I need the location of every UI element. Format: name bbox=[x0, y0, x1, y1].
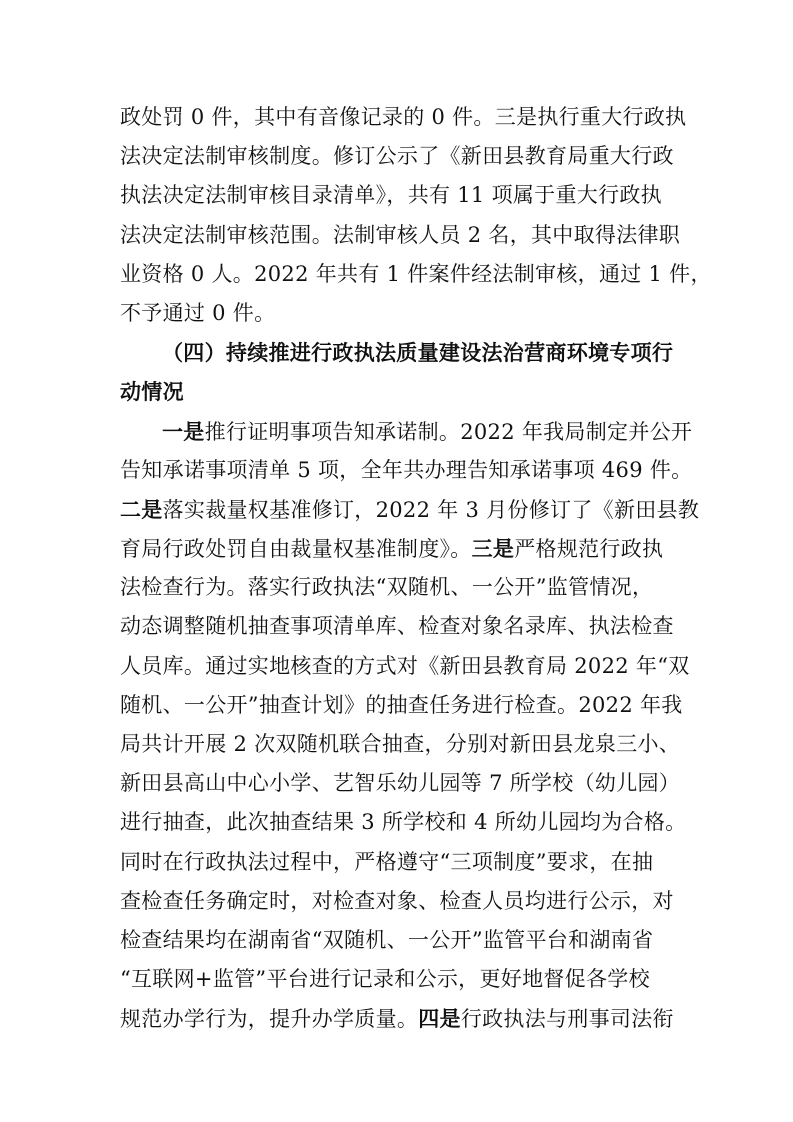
section-heading: （四）持续推进行政执法质量建设法治营商环境专项行 bbox=[162, 340, 674, 366]
text-line: 查检查任务确定时，对检查对象、检查人员均进行公示，对 bbox=[120, 888, 674, 913]
point-lead: 三是 bbox=[471, 536, 515, 562]
text-line: 随机、一公开”抽查计划》的抽查任务进行检查。2022 年我 bbox=[120, 692, 683, 717]
point-text: 严格规范行政执 bbox=[514, 537, 664, 562]
text-line: 法检查行为。落实行政执法“双随机、一公开”监管情况， bbox=[120, 575, 654, 600]
text-line bbox=[120, 490, 700, 529]
point-text: 推行证明事项告知承诺制。2022 年我局制定并公开 bbox=[204, 419, 693, 444]
text-line: 局共计开展 2 次双随机联合抽查，分别对新田县龙泉三小、 bbox=[120, 732, 681, 756]
point-lead: 四是 bbox=[418, 1006, 461, 1032]
point-text: 规范办学行为，提升办学质量。 bbox=[120, 1007, 419, 1032]
text-line: 业资格 0 人。2022 年共有 1 件案件经法制审核，通过 1 件， bbox=[120, 261, 712, 286]
text-line: “互联网+监管”平台进行记录和公示，更好地督促各学校 bbox=[120, 967, 650, 992]
text-line: 动态调整随机抽查事项清单库、检查对象名录库、执法检查 bbox=[120, 614, 674, 639]
text-line bbox=[120, 529, 686, 568]
text-line: 人员库。通过实地核查的方式对《新田县教育局 2022 年“双 bbox=[120, 653, 690, 678]
text-line: 法决定法制审核制度。修订公示了《新田县教育局重大行政 bbox=[120, 144, 674, 169]
point-text: 育局行政处罚自由裁量权基准制度》。 bbox=[120, 537, 472, 562]
text-line: 政处罚 0 件，其中有音像记录的 0 件。三是执行重大行政执 bbox=[120, 105, 687, 129]
point-lead: 一是 bbox=[162, 418, 205, 444]
text-line: 告知承诺事项清单 5 项，全年共办理告知承诺事项 469 件。 bbox=[120, 457, 693, 482]
point-text: 行政执法与刑事司法衔 bbox=[460, 1007, 674, 1032]
text-line: 检查结果均在湖南省“双随机、一公开”监管平台和湖南省 bbox=[120, 927, 654, 952]
point-lead: 二是 bbox=[120, 496, 163, 522]
text-line: 执法决定法制审核目录清单》，共有 11 项属于重大行政执 bbox=[120, 183, 662, 208]
text-line bbox=[120, 412, 693, 451]
text-line: 新田县高山中心小学、艺智乐幼儿园等 7 所学校（幼儿园） bbox=[120, 771, 681, 796]
text-line bbox=[120, 999, 686, 1038]
text-line: 同时在行政执法过程中，严格遵守“三项制度”要求，在抽 bbox=[120, 849, 654, 874]
text-line: 不予通过 0 件。 bbox=[120, 300, 276, 325]
point-text: 落实裁量权基准修订，2022 年 3 月份修订了《新田县教 bbox=[162, 497, 700, 522]
text-line: 进行抽查，此次抽查结果 3 所学校和 4 所幼儿园均为合格。 bbox=[120, 810, 687, 835]
document-body bbox=[120, 98, 712, 1039]
section-heading-continued: 动情况 bbox=[120, 379, 184, 405]
text-line: 法决定法制审核范围。法制审核人员 2 名，其中取得法律职 bbox=[120, 222, 681, 247]
